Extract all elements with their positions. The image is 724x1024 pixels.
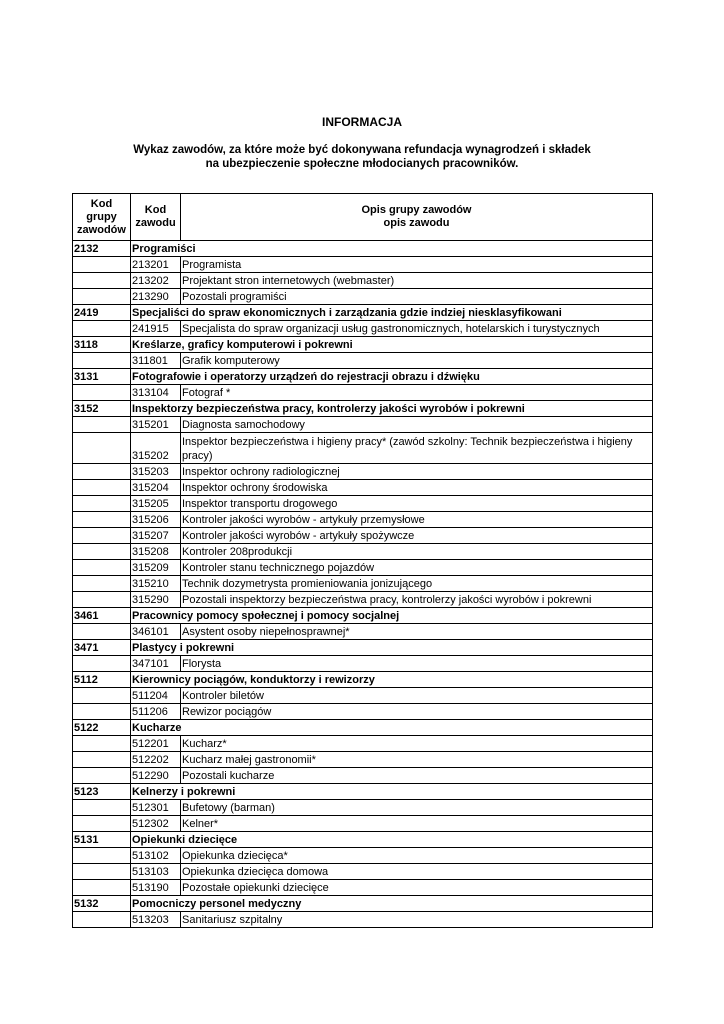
group-name: Plastycy i pokrewni xyxy=(131,640,653,656)
empty-cell xyxy=(73,480,131,496)
group-name: Pomocniczy personel medyczny xyxy=(131,896,653,912)
group-code: 3471 xyxy=(73,640,131,656)
occupation-code: 241915 xyxy=(131,321,181,337)
occupation-code: 513103 xyxy=(131,864,181,880)
occupation-code: 512301 xyxy=(131,800,181,816)
group-name: Kelnerzy i pokrewni xyxy=(131,784,653,800)
occupation-row xyxy=(73,688,653,704)
group-row xyxy=(73,337,653,353)
occupation-row xyxy=(73,528,653,544)
occupation-name: Pozostali kucharze xyxy=(181,768,653,784)
occupation-name: Rewizor pociągów xyxy=(181,704,653,720)
occupation-row xyxy=(73,289,653,305)
occupation-code: 315207 xyxy=(131,528,181,544)
occupation-name: Inspektor ochrony środowiska xyxy=(181,480,653,496)
group-name: Kreślarze, graficy komputerowi i pokrewni xyxy=(131,337,653,353)
occupation-name: Sanitariusz szpitalny xyxy=(181,912,653,928)
empty-cell xyxy=(73,848,131,864)
group-row xyxy=(73,640,653,656)
occupation-code: 513190 xyxy=(131,880,181,896)
empty-cell xyxy=(73,321,131,337)
occupation-name: Specjalista do spraw organizacji usług gastronomicznych, hotelarskich i turystycznych xyxy=(181,321,653,337)
occupation-row xyxy=(73,656,653,672)
empty-cell xyxy=(73,688,131,704)
subtitle-line-1: Wykaz zawodów, za które może być dokonywana refundacja wynagrodzeń i składek xyxy=(133,144,591,156)
empty-cell xyxy=(73,912,131,928)
occupation-row xyxy=(73,576,653,592)
group-row xyxy=(73,305,653,321)
empty-cell xyxy=(73,656,131,672)
header-job-code-line-2: zawodu xyxy=(135,217,176,229)
occupation-name: Kucharz małej gastronomii* xyxy=(181,752,653,768)
group-code: 5123 xyxy=(73,784,131,800)
group-code: 2419 xyxy=(73,305,131,321)
empty-cell xyxy=(73,624,131,640)
occupation-row xyxy=(73,544,653,560)
occupation-name: Kucharz* xyxy=(181,736,653,752)
occupation-row xyxy=(73,736,653,752)
empty-cell xyxy=(73,385,131,401)
group-row xyxy=(73,241,653,257)
occupation-code: 213202 xyxy=(131,273,181,289)
group-row xyxy=(73,608,653,624)
occupation-name: Pozostali inspektorzy bezpieczeństwa pracy, kontrolerzy jakości wyrobów i pokrewni xyxy=(181,592,653,608)
table-body xyxy=(73,241,653,928)
occupation-row xyxy=(73,704,653,720)
header-group-code-line-1: Kod xyxy=(90,197,113,210)
empty-cell xyxy=(73,576,131,592)
occupation-name: Fotograf * xyxy=(181,385,653,401)
occupation-code: 511204 xyxy=(131,688,181,704)
group-name: Opiekunki dziecięce xyxy=(131,832,653,848)
group-row xyxy=(73,784,653,800)
empty-cell xyxy=(73,736,131,752)
occupation-name: Kontroler jakości wyrobów - artykuły spożywcze xyxy=(181,528,653,544)
occupation-row xyxy=(73,864,653,880)
header-job-code xyxy=(131,194,181,241)
table-header-row xyxy=(73,194,653,241)
group-code: 3118 xyxy=(73,337,131,353)
occupation-code: 315201 xyxy=(131,417,181,433)
occupation-name: Kontroler 208produkcji xyxy=(181,544,653,560)
empty-cell xyxy=(73,433,131,464)
subtitle-line-2: na ubezpieczenie społeczne młodocianych pracowników. xyxy=(205,158,519,170)
occupation-name: Opiekunka dziecięca* xyxy=(181,848,653,864)
occupation-code: 512202 xyxy=(131,752,181,768)
empty-cell xyxy=(73,353,131,369)
occupation-name: Projektant stron internetowych (webmaster) xyxy=(181,273,653,289)
group-row xyxy=(73,720,653,736)
occupation-code: 347101 xyxy=(131,656,181,672)
occupation-row xyxy=(73,353,653,369)
occupation-row xyxy=(73,385,653,401)
occupation-code: 513203 xyxy=(131,912,181,928)
occupation-name: Bufetowy (barman) xyxy=(181,800,653,816)
group-row xyxy=(73,369,653,385)
empty-cell xyxy=(73,496,131,512)
header-group-code xyxy=(73,194,131,241)
subtitle xyxy=(60,143,664,171)
page-title: INFORMACJA xyxy=(322,115,402,129)
group-row xyxy=(73,672,653,688)
occupation-code: 315209 xyxy=(131,560,181,576)
header-description xyxy=(181,194,653,241)
occupation-code: 512290 xyxy=(131,768,181,784)
occupation-name: Programista xyxy=(181,257,653,273)
group-code: 5122 xyxy=(73,720,131,736)
occupation-code: 513102 xyxy=(131,848,181,864)
occupation-code: 315203 xyxy=(131,464,181,480)
occupation-row xyxy=(73,433,653,464)
group-code: 2132 xyxy=(73,241,131,257)
occupation-code: 315290 xyxy=(131,592,181,608)
group-code: 3152 xyxy=(73,401,131,417)
empty-cell xyxy=(73,560,131,576)
occupation-code: 313104 xyxy=(131,385,181,401)
occupation-name: Inspektor transportu drogowego xyxy=(181,496,653,512)
occupation-row xyxy=(73,273,653,289)
occupation-code: 213201 xyxy=(131,257,181,273)
occupation-row xyxy=(73,848,653,864)
group-name: Pracownicy pomocy społecznej i pomocy socjalnej xyxy=(131,608,653,624)
empty-cell xyxy=(73,704,131,720)
occupation-name: Grafik komputerowy xyxy=(181,353,653,369)
header-group-code-line-2: grupy xyxy=(86,210,117,223)
occupation-name: Asystent osoby niepełnosprawnej* xyxy=(181,624,653,640)
header-description-line-1: Opis grupy zawodów xyxy=(361,204,472,216)
empty-cell xyxy=(73,752,131,768)
occupation-code: 512302 xyxy=(131,816,181,832)
empty-cell xyxy=(73,816,131,832)
empty-cell xyxy=(73,544,131,560)
occupation-code: 511206 xyxy=(131,704,181,720)
empty-cell xyxy=(73,592,131,608)
occupation-name: Inspektor ochrony radiologicznej xyxy=(181,464,653,480)
occupation-code: 213290 xyxy=(131,289,181,305)
occupation-name: Kontroler biletów xyxy=(181,688,653,704)
occupation-row xyxy=(73,560,653,576)
header-job-code-line-1: Kod xyxy=(144,204,167,216)
occupation-name: Pozostali programiści xyxy=(181,289,653,305)
group-code: 3461 xyxy=(73,608,131,624)
group-code: 5131 xyxy=(73,832,131,848)
occupation-row xyxy=(73,816,653,832)
group-code: 5132 xyxy=(73,896,131,912)
occupation-name: Kontroler jakości wyrobów - artykuły przemysłowe xyxy=(181,512,653,528)
empty-cell xyxy=(73,864,131,880)
occupation-row xyxy=(73,912,653,928)
occupation-code: 315208 xyxy=(131,544,181,560)
occupation-row xyxy=(73,624,653,640)
empty-cell xyxy=(73,273,131,289)
empty-cell xyxy=(73,464,131,480)
group-name: Inspektorzy bezpieczeństwa pracy, kontrolerzy jakości wyrobów i pokrewni xyxy=(131,401,653,417)
occupation-code: 315204 xyxy=(131,480,181,496)
occupation-row xyxy=(73,512,653,528)
group-row xyxy=(73,896,653,912)
group-name: Programiści xyxy=(131,241,653,257)
group-name: Specjaliści do spraw ekonomicznych i zarządzania gdzie indziej niesklasyfikowani xyxy=(131,305,653,321)
empty-cell xyxy=(73,257,131,273)
occupation-code: 315206 xyxy=(131,512,181,528)
occupation-row xyxy=(73,592,653,608)
occupation-name: Inspektor bezpieczeństwa i higieny pracy* (zawód szkolny: Technik bezpieczeństwa i higieny pracy) xyxy=(181,433,653,464)
group-code: 3131 xyxy=(73,369,131,385)
group-row xyxy=(73,832,653,848)
empty-cell xyxy=(73,512,131,528)
occupation-code: 512201 xyxy=(131,736,181,752)
occupation-row xyxy=(73,464,653,480)
occupation-row xyxy=(73,417,653,433)
empty-cell xyxy=(73,800,131,816)
occupation-code: 315210 xyxy=(131,576,181,592)
occupation-name: Opiekunka dziecięca domowa xyxy=(181,864,653,880)
occupation-row xyxy=(73,768,653,784)
occupation-row xyxy=(73,321,653,337)
occupation-code: 315205 xyxy=(131,496,181,512)
occupation-name: Kontroler stanu technicznego pojazdów xyxy=(181,560,653,576)
occupation-row xyxy=(73,496,653,512)
group-name: Kierownicy pociągów, konduktorzy i rewizorzy xyxy=(131,672,653,688)
occupation-row xyxy=(73,880,653,896)
occupation-row xyxy=(73,257,653,273)
occupation-name: Florysta xyxy=(181,656,653,672)
empty-cell xyxy=(73,768,131,784)
header-group-code-line-3: zawodów xyxy=(77,223,126,236)
occupations-table xyxy=(72,193,653,928)
empty-cell xyxy=(73,528,131,544)
group-name: Kucharze xyxy=(131,720,653,736)
header-description-line-2: opis zawodu xyxy=(383,217,450,229)
group-name: Fotografowie i operatorzy urządzeń do rejestracji obrazu i dźwięku xyxy=(131,369,653,385)
occupation-code: 346101 xyxy=(131,624,181,640)
occupation-row xyxy=(73,752,653,768)
occupation-name: Technik dozymetrysta promieniowania jonizującego xyxy=(181,576,653,592)
occupation-row xyxy=(73,800,653,816)
empty-cell xyxy=(73,880,131,896)
empty-cell xyxy=(73,289,131,305)
group-row xyxy=(73,401,653,417)
occupation-code: 315202 xyxy=(131,433,181,464)
occupation-row xyxy=(73,480,653,496)
occupation-code: 311801 xyxy=(131,353,181,369)
occupation-name: Diagnosta samochodowy xyxy=(181,417,653,433)
occupation-name: Kelner* xyxy=(181,816,653,832)
occupation-name: Pozostałe opiekunki dziecięce xyxy=(181,880,653,896)
empty-cell xyxy=(73,417,131,433)
group-code: 5112 xyxy=(73,672,131,688)
